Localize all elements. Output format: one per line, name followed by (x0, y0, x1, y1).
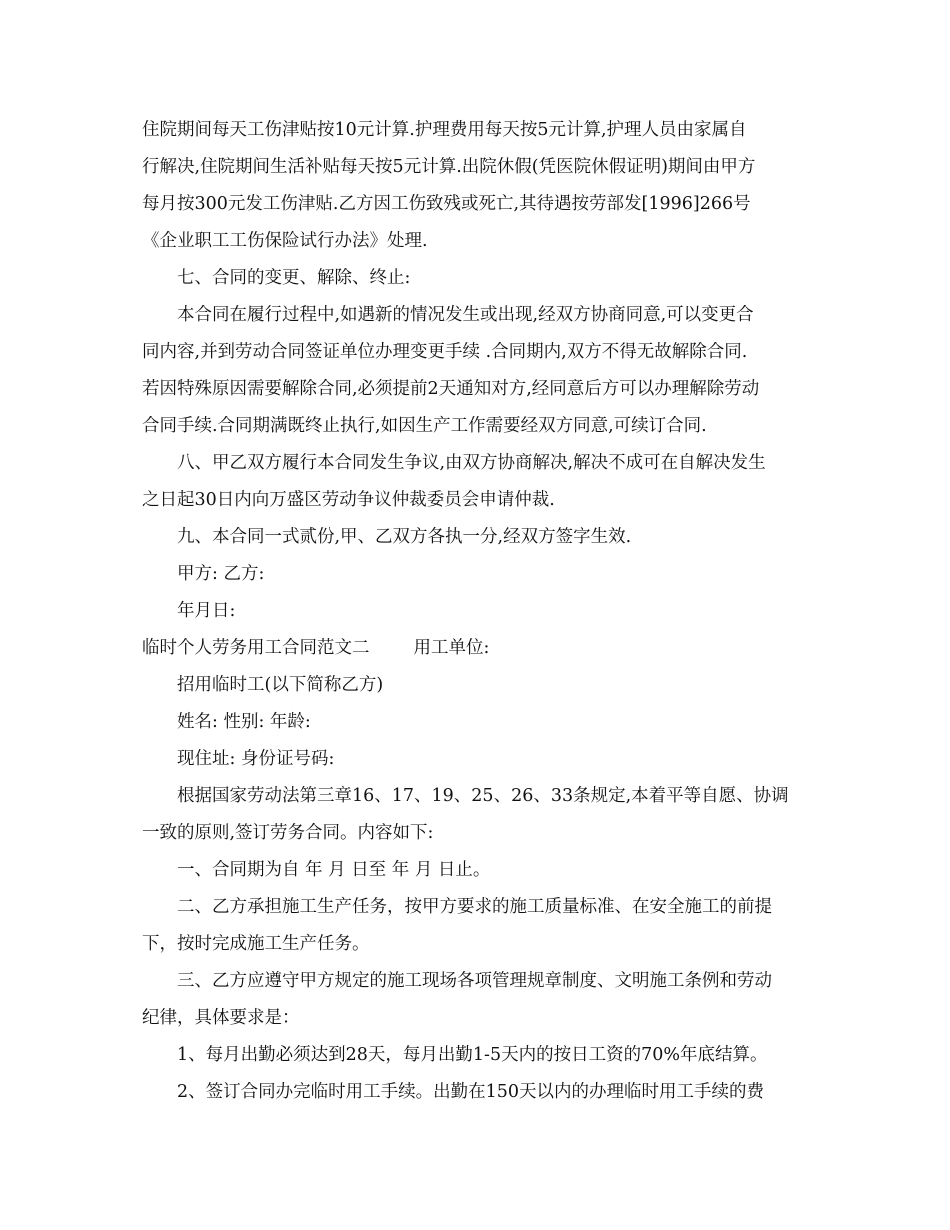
text-line: 2、签订合同办完临时用工手续。出勤在150天以内的办理临时用工手续的费 (177, 1082, 765, 1102)
text-line: 二、乙方承担施工生产任务，按甲方要求的施工质量标准、在安全施工的前提 (177, 897, 772, 917)
text-line: 住院期间每天工伤津贴按10元计算.护理费用每天按5元计算,护理人员由家属自 (142, 120, 747, 140)
text-line: 九、本合同一式贰份,甲、乙双方各执一分,经双方签字生效. (177, 527, 632, 547)
signature-parties: 甲方: 乙方: (177, 564, 265, 584)
text-line: 现住址: 身份证号码: (177, 749, 335, 769)
section-heading: 七、合同的变更、解除、终止: (177, 268, 411, 288)
text-line: 纪律，具体要求是： (142, 1008, 300, 1028)
text-line: 八、甲乙双方履行本合同发生争议,由双方协商解决,解决不成可在自解决发生 (177, 453, 766, 473)
text-line: 姓名: 性别: 年龄: (177, 712, 311, 732)
text-line: 根据国家劳动法第三章16、17、19、25、26、33条规定,本着平等自愿、协调 (177, 786, 789, 806)
text-line: 一、合同期为自 年 月 日至 年 月 日止。 (177, 860, 491, 880)
text-line: 合同手续.合同期满既终止执行,如因生产工作需要经双方同意,可续订合同. (142, 416, 707, 436)
text-line: 同内容,并到劳动合同签证单位办理变更手续 .合同期内,双方不得无故解除合同. (142, 342, 748, 362)
signature-date: 年月日: (177, 601, 236, 621)
text-line: 一致的原则,签订劳务合同。内容如下: (142, 823, 434, 843)
contract-title-line (142, 637, 822, 659)
text-line: 招用临时工(以下简称乙方) (177, 675, 384, 695)
employer-label: 用工单位: (413, 638, 490, 658)
text-line: 之日起30日内向万盛区劳动争议仲裁委员会申请仲裁. (142, 490, 555, 510)
text-line: 若因特殊原因需要解除合同,必须提前2天通知对方,经同意后方可以办理解除劳动 (142, 379, 760, 399)
text-line: 下，按时完成施工生产任务。 (142, 934, 370, 954)
text-line: 三、乙方应遵守甲方规定的施工现场各项管理规章制度、文明施工条例和劳动 (177, 971, 772, 991)
text-line: 每月按300元发工伤津贴.乙方因工伤致残或死亡,其待遇按劳部发[1996]266号 (142, 194, 751, 214)
contract-title: 临时个人劳务用工合同范文二 (142, 638, 370, 658)
text-line: 1、每月出勤必须达到28天，每月出勤1-5天内的按日工资的70%年底结算。 (177, 1045, 768, 1065)
text-line: 本合同在履行过程中,如遇新的情况发生或出现,经双方协商同意,可以变更合 (177, 305, 754, 325)
text-line: 行解决,住院期间生活补贴每天按5元计算.出院休假(凭医院休假证明)期间由甲方 (142, 157, 756, 177)
text-line: 《企业职工工伤保险试行办法》处理. (142, 231, 428, 251)
